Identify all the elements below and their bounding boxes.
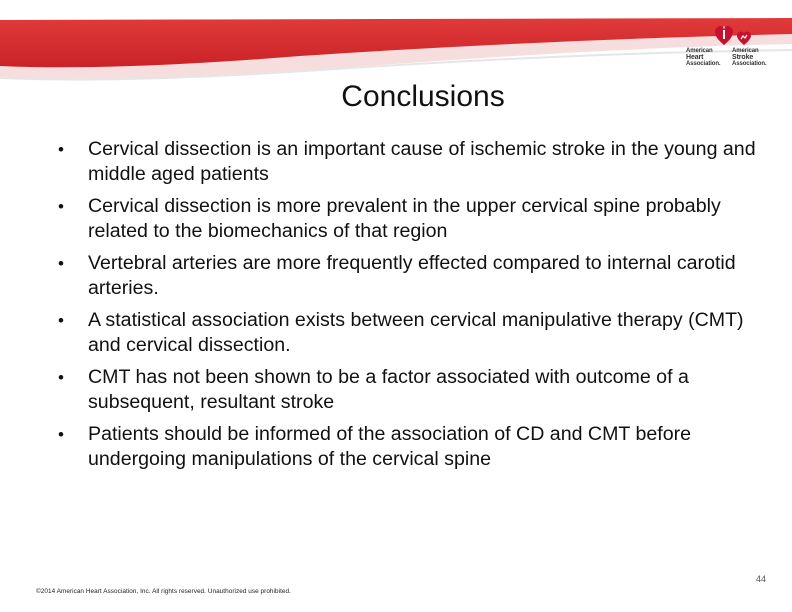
list-item: • CMT has not been shown to be a factor associated with outcome of a subsequent, resultant stroke	[58, 366, 689, 413]
list-item: • A statistical association exists between cervical manipulative therapy (CMT) and cervical dissection.	[58, 309, 744, 356]
bullet-icon: •	[58, 140, 64, 159]
stroke-heart-icon	[736, 30, 752, 46]
list-item: • Cervical dissection is more prevalent in the upper cervical spine probably related to the biomechanics of that region	[58, 195, 721, 242]
list-item: • Vertebral arteries are more frequently effected compared to internal carotid arteries.	[58, 252, 736, 299]
slide-title: Conclusions	[341, 80, 505, 113]
list-item: • Patients should be informed of the association of CD and CMT before undergoing manipulations of the cervical spine	[58, 423, 692, 470]
aha-wordmark: American Heart Association.	[686, 48, 721, 67]
heart-torch-icon	[714, 24, 734, 46]
list-item: • Cervical dissection is an important cause of ischemic stroke in the young and middle aged patients	[58, 138, 756, 185]
copyright-notice: ©2014 American Heart Association, Inc. All rights reserved. Unauthorized use prohibited.	[36, 588, 291, 595]
page-number: 44	[755, 574, 766, 584]
bullet-list	[56, 137, 756, 479]
bullet-icon: •	[58, 254, 64, 273]
bullet-icon: •	[58, 311, 64, 330]
bullet-icon: •	[58, 425, 64, 444]
aha-asa-logo	[678, 22, 778, 78]
bullet-icon: •	[58, 197, 64, 216]
asa-wordmark: American Stroke Association.	[732, 48, 767, 67]
bullet-icon: •	[58, 368, 64, 387]
